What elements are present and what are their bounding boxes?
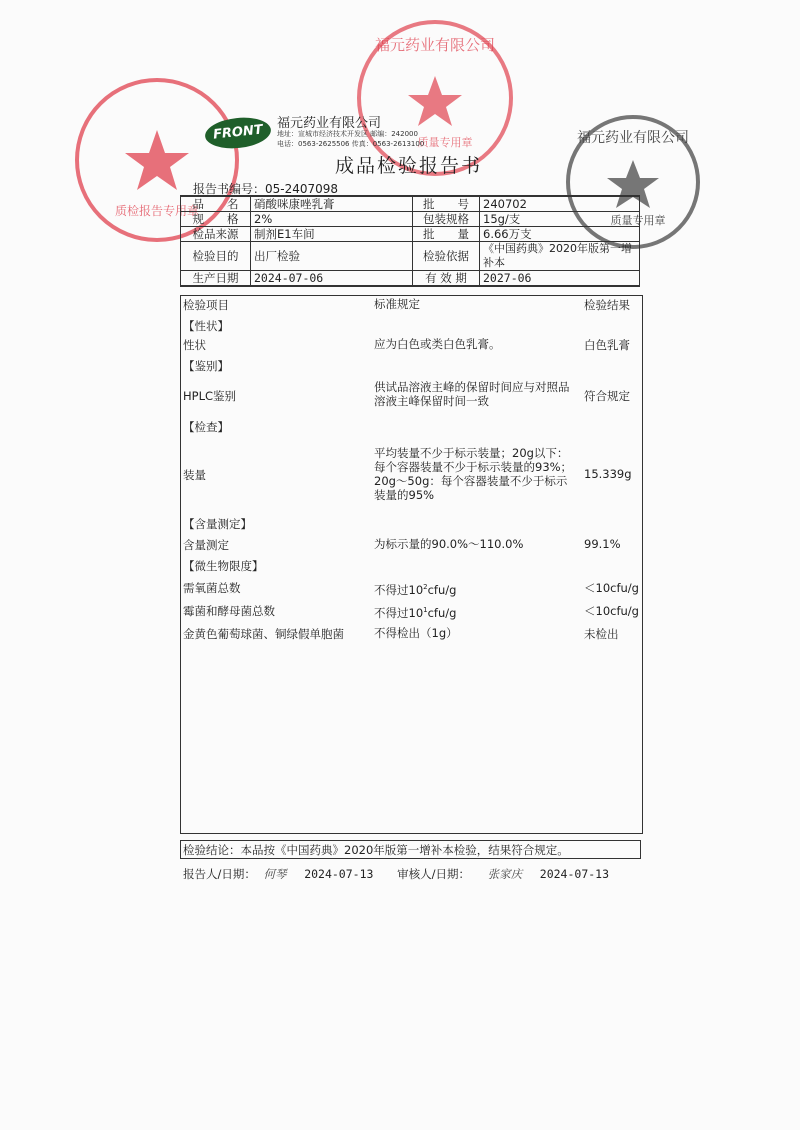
section-label: 【检查】 bbox=[183, 420, 229, 434]
value-expiry: 2027-06 bbox=[480, 271, 640, 286]
label-spec: 规 格 bbox=[181, 212, 251, 227]
item-name: HPLC鉴别 bbox=[183, 389, 237, 403]
item-standard: 供试品溶液主峰的保留时间应与对照品溶液主峰保留时间一致 bbox=[374, 380, 570, 408]
item-standard bbox=[374, 603, 574, 620]
product-info-grid bbox=[180, 195, 640, 287]
item-name: 装量 bbox=[183, 468, 206, 482]
label-basis: 检验依据 bbox=[413, 242, 480, 271]
std-exponent: 1 bbox=[423, 606, 428, 614]
front-logo: FRONT bbox=[204, 115, 273, 152]
item-result: 99.1% bbox=[584, 537, 621, 551]
label-batch: 批 号 bbox=[413, 197, 480, 212]
conclusion: 检验结论：本品按《中国药典》2020年版第一增补本检验，结果符合规定。 bbox=[180, 840, 641, 859]
reporter-date: 2024-07-13 bbox=[304, 867, 374, 881]
value-qty: 6.66万支 bbox=[480, 227, 640, 242]
label-expiry: 有 效 期 bbox=[413, 271, 480, 286]
item-name: 需氧菌总数 bbox=[183, 581, 241, 595]
label-source: 检品来源 bbox=[181, 227, 251, 242]
item-name: 性状 bbox=[183, 338, 206, 352]
item-standard: 为标示量的90.0%～110.0% bbox=[374, 537, 524, 551]
signature-line bbox=[183, 866, 609, 882]
value-source: 制剂E1车间 bbox=[251, 227, 413, 242]
company-address bbox=[277, 129, 424, 149]
label-pack: 包装规格 bbox=[413, 212, 480, 227]
phone-line: 电话：0563-2625506 传真：0563-2613100 bbox=[277, 140, 425, 148]
item-name: 霉菌和酵母菌总数 bbox=[183, 604, 275, 618]
test-results-box bbox=[180, 295, 643, 834]
value-mfg-date: 2024-07-06 bbox=[251, 271, 413, 286]
std-unit: cfu/g bbox=[427, 582, 457, 597]
item-standard bbox=[374, 580, 574, 597]
value-purpose: 出厂检验 bbox=[251, 242, 413, 271]
value-pack: 15g/支 bbox=[480, 212, 640, 227]
item-result: 未检出 bbox=[584, 627, 619, 641]
std-text: 不得过10 bbox=[374, 582, 424, 597]
item-standard: 应为白色或类白色乳膏。 bbox=[374, 337, 501, 351]
std-text: 不得过10 bbox=[374, 605, 424, 620]
reporter-label: 报告人/日期： bbox=[183, 867, 256, 881]
label-name: 品 名 bbox=[181, 197, 251, 212]
label-purpose: 检验目的 bbox=[181, 242, 251, 271]
svg-text:质量专用章: 质量专用章 bbox=[610, 214, 666, 227]
header-standard: 标准规定 bbox=[374, 297, 420, 311]
svg-text:质量专用章: 质量专用章 bbox=[417, 136, 473, 149]
section-label: 【微生物限度】 bbox=[183, 559, 264, 573]
section-label: 【含量测定】 bbox=[183, 517, 252, 531]
company-name: 福元药业有限公司 bbox=[277, 116, 382, 131]
reporter-signature: 何琴 bbox=[263, 867, 287, 881]
item-result: 白色乳膏 bbox=[584, 338, 630, 352]
svg-text:福元药业有限公司: 福元药业有限公司 bbox=[577, 130, 689, 146]
std-unit: cfu/g bbox=[427, 605, 457, 620]
document-title: 成品检验报告书 bbox=[335, 155, 483, 177]
value-batch: 240702 bbox=[480, 197, 640, 212]
reviewer-date: 2024-07-13 bbox=[539, 867, 610, 881]
value-name: 硝酸咪康唑乳膏 bbox=[251, 197, 413, 212]
header-item: 检验项目 bbox=[183, 298, 229, 312]
item-standard: 平均装量不少于标示装量；20g以下：每个容器装量不少于标示装量的93%；20g～50g：每个容器装量不少于标示装量的95% bbox=[374, 446, 573, 502]
report-number: 报告书编号：05-2407098 bbox=[193, 182, 339, 196]
item-name: 含量测定 bbox=[183, 538, 229, 552]
value-spec: 2% bbox=[251, 212, 413, 227]
label-qty: 批 量 bbox=[413, 227, 480, 242]
section-label: 【鉴别】 bbox=[183, 359, 229, 373]
item-result: 符合规定 bbox=[584, 389, 630, 403]
item-result: 15.339g bbox=[584, 467, 632, 481]
label-mfg-date: 生产日期 bbox=[181, 271, 251, 286]
item-result: ＜10cfu/g bbox=[584, 604, 639, 618]
item-standard: 不得检出（1g） bbox=[374, 626, 458, 640]
reviewer-label: 审核人/日期： bbox=[397, 867, 470, 881]
svg-text:福元药业有限公司: 福元药业有限公司 bbox=[374, 36, 496, 54]
reviewer-signature: 张家庆 bbox=[487, 867, 523, 881]
section-label: 【性状】 bbox=[183, 319, 229, 333]
svg-text:质检报告专用章: 质检报告专用章 bbox=[114, 204, 200, 218]
item-result: ＜10cfu/g bbox=[584, 581, 639, 595]
std-exponent: 2 bbox=[423, 583, 428, 591]
header-result: 检验结果 bbox=[584, 298, 630, 312]
address-line: 地址：宣城市经济技术开发区 邮编：242000 bbox=[277, 130, 418, 138]
value-basis: 《中国药典》2020年版第一增补本 bbox=[480, 242, 640, 271]
item-name: 金黄色葡萄球菌、铜绿假单胞菌 bbox=[183, 627, 344, 641]
